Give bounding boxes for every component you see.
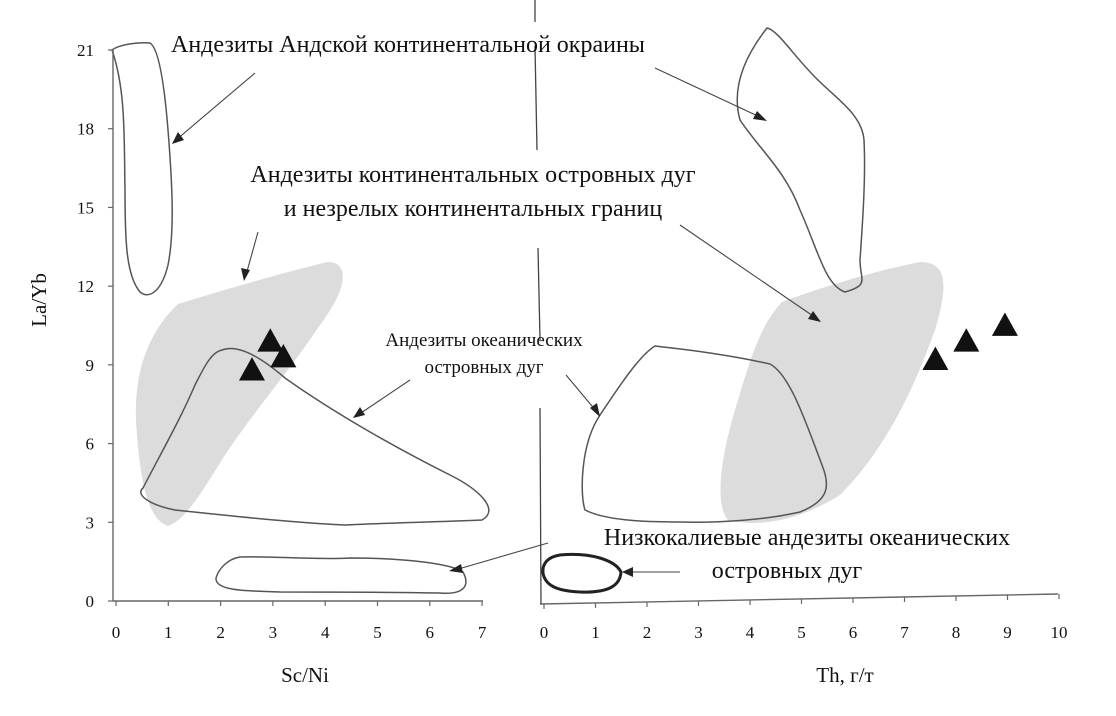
- arrow-continental-right: [680, 225, 816, 318]
- left-x-tick-label: 0: [111, 623, 121, 642]
- continental-arc-field-left: [136, 262, 343, 526]
- label-continental-line1: Андезиты континентальных островных дуг: [250, 162, 696, 188]
- arrow-andes-right: [655, 68, 762, 118]
- divider-bottom: [540, 408, 541, 604]
- right-x-tick-label: 2: [642, 623, 652, 642]
- label-continental-line2: и незрелых континентальных границ: [283, 196, 663, 222]
- andes-field-left: [112, 43, 172, 295]
- label-oceanic-line2: островных дуг: [424, 357, 544, 378]
- right-x-axis: [540, 594, 1058, 604]
- right-x-tick-label: 10: [1050, 623, 1068, 642]
- label-lowk-line2: островных дуг: [711, 558, 863, 584]
- label-andes: Андезиты Андской континентальной окраины: [171, 32, 645, 58]
- left-x-tick-label: 6: [425, 623, 435, 642]
- right-x-tick-label: 6: [848, 623, 858, 642]
- arrowhead-lowk-right: [622, 567, 633, 577]
- left-x-tick-label: 7: [477, 623, 487, 642]
- right-x-tick-label: 5: [797, 623, 806, 642]
- left-x-tick-label: 4: [320, 623, 330, 642]
- label-oceanic-line1: Андезиты океанических: [385, 330, 583, 351]
- right-x-tick-label: 0: [539, 623, 549, 642]
- y-tick-label: 3: [85, 513, 94, 533]
- left-x-tick-label: 1: [164, 623, 173, 642]
- left-x-tick-label: 5: [373, 623, 382, 642]
- y-tick-label: 0: [85, 592, 94, 611]
- label-lowk-line1: Низкокалиевые андезиты океанических: [603, 525, 1011, 551]
- arrow-continental-left: [246, 232, 258, 275]
- lowk-field-right[interactable]: [543, 554, 621, 592]
- andes-field-right: [737, 28, 864, 292]
- arrow-oceanic-left: [358, 380, 410, 415]
- y-tick-label: 9: [85, 355, 94, 375]
- left-x-tick-label: 2: [216, 623, 225, 642]
- arrow-andes-left: [176, 73, 255, 140]
- lowk-field-left: [216, 557, 466, 593]
- divider-mid: [535, 46, 537, 150]
- arrow-lowk-left: [455, 543, 548, 570]
- y-tick-label: 21: [77, 41, 94, 60]
- y-tick-label: 15: [77, 198, 94, 218]
- arrowhead-andes-right: [753, 111, 767, 121]
- y-tick-label: 12: [77, 277, 94, 297]
- right-x-tick-label: 4: [745, 623, 755, 642]
- right-x-tick-label: 1: [591, 623, 600, 642]
- y-tick-label: 18: [77, 119, 94, 139]
- divider-low: [538, 248, 540, 340]
- right-x-tick-label: 8: [951, 623, 961, 642]
- continental-arc-field-right: [721, 262, 944, 523]
- data-triangle-right: [992, 313, 1018, 336]
- right-x-axis-label: Th, г/т: [816, 663, 874, 687]
- arrowhead-lowk-left: [449, 564, 463, 573]
- arrowhead-continental-left: [241, 268, 250, 281]
- arrowhead-andes-left: [172, 132, 184, 144]
- right-x-tick-label: 7: [900, 623, 909, 642]
- right-x-tick-label: 3: [694, 623, 703, 642]
- arrowhead-oceanic-left: [353, 407, 365, 418]
- y-tick-label: 6: [85, 434, 94, 454]
- data-triangle-right: [953, 328, 979, 351]
- left-x-axis-label: Sc/Ni: [281, 663, 329, 687]
- right-x-tick-label: 9: [1003, 623, 1012, 642]
- y-axis-label: La/Yb: [27, 273, 51, 327]
- left-x-tick-label: 3: [268, 623, 278, 642]
